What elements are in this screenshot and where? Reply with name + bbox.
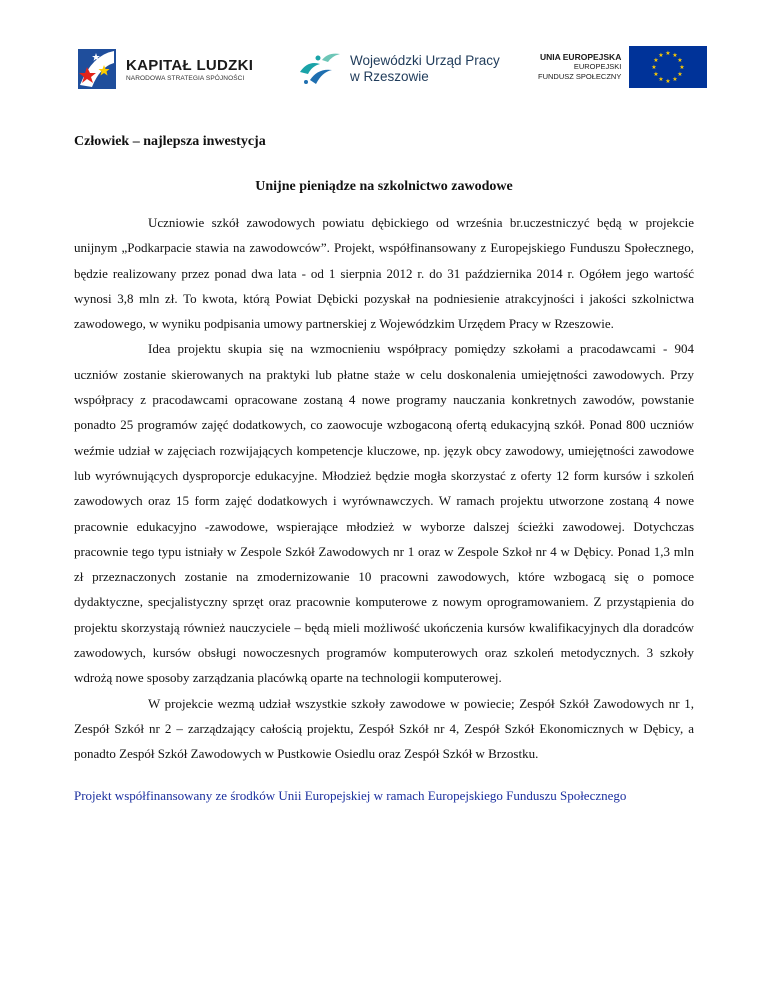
svg-text:★: ★ — [658, 76, 665, 83]
svg-text:★: ★ — [665, 78, 672, 85]
eu-logo — [538, 46, 707, 88]
svg-text:★: ★ — [679, 64, 686, 71]
article-title: Unijne pieniądze na szkolnictwo zawodowe — [255, 179, 513, 194]
eu-line-3: FUNDUSZ SPOŁECZNY — [538, 72, 622, 81]
paragraph-3: W projekcie wezmą udział wszystkie szkoły zawodowe w powiecie; Zespół Szkół Zawodowych nr 1, Zespół Szkół nr 2 – zarządzający całością projektu, Zespół Szkół nr 4, Zespół Szkół Ekonomicznych w Dębicy, a ponadto Zespół Szkół Zawodowych w Pustkowie Osiedlu oraz Zespół Szkół w Brzostku. — [74, 695, 694, 762]
article-body — [74, 210, 694, 767]
wup-line-1: Wojewódzki Urząd Pracy — [350, 53, 500, 68]
wup-line-2: w Rzeszowie — [350, 69, 429, 84]
svg-text:★: ★ — [653, 57, 660, 64]
svg-text:★: ★ — [665, 50, 672, 57]
svg-text:★: ★ — [677, 71, 684, 78]
svg-text:★: ★ — [658, 52, 665, 59]
kapital-ludzki-logo — [74, 45, 253, 93]
kapital-ludzki-star-icon — [74, 45, 120, 93]
wup-bird-icon — [298, 50, 342, 88]
eu-flag-icon — [629, 46, 707, 88]
svg-text:★: ★ — [672, 52, 679, 59]
eu-line-1: UNIA EUROPEJSKA — [539, 52, 622, 62]
kapital-ludzki-title: KAPITAŁ LUDZKI — [126, 56, 254, 74]
svg-text:★: ★ — [677, 57, 684, 64]
paragraph-1: Uczniowie szkół zawodowych powiatu dębickiego od września br.uczestniczyć będą w projekcie unijnym „Podkarpacie stawia na zawodowców”. Projekt, współfinansowany z Europejskiego Funduszu Społecznego, będzie realizowany przez ponad dwa lata - od 1 sierpnia 2012 r. do 31 października 2014 r. Ogółem jego wartość wynosi 3,8 mln zł. To kwota, którą Powiat Dębicki pozyskał na podniesienie atrakcyjności i jakości szkolnictwa zawodowego, w wyniku podpisania umowy partnerskiej z Wojewódzkim Urzędem Pracy w Rzeszowie. — [74, 215, 694, 332]
svg-text:★: ★ — [672, 76, 679, 83]
paragraph-2: Idea projektu skupia się na wzmocnieniu współpracy pomiędzy szkołami a pracodawcami - 904 uczniów zostanie skierowanych na praktyki lub płatne staże w celu doskonalenia umiejętności zawodowych. Przy współpracy z pracodawcami opracowane zostaną 4 nowe programy nauczania konkretnych zawodów, powstanie ponadto 25 programów zajęć dodatkowych, co zaowocuje wzbogaconą ofertą edukacyjną szkół. Ponad 800 uczniów weźmie udział w zajęciach rozwijających kompetencje kluczowe, np. język obcy zawodowy, umiejętności zawodowe lub wyrównujących dysproporcje edukacyjne. Młodzież będzie mogła skorzystać z oferty 12 form kursów i szkoleń zawodowych oraz 15 form zajęć dodatkowych i wyrównawczych. W ramach projektu utworzone zostaną 4 nowe pracownie edukacyjno -zawodowe, wspierające młodzież w wyborze dalszej ścieżki zawodowej. Dotychczas pracownie tego typu istniały w Zespole Szkół Zawodowych nr 1 oraz w Zespole Szkoł nr 4 w Dębicy. Ponad 1,3 mln zł przeznaczonych zostanie na zmodernizowanie 10 pracowni zawodowych, które wzbogacą się o pomoce dydaktyczne, specjalistyczny sprzęt oraz pracownie komputerowe z nowym oprogramowaniem. Z przystąpienia do projektu skorzystają również nauczyciele – będą mieli możliwość ukończenia kursów kwalifikacyjnych dla doradców zawodowych, kursów obsługi nowoczesnych programów komputerowych oraz szkoleń metodycznych. 3 szkoły wdrożą nowe sposoby zarządzania placówką oparte na technologii komputerowej. — [74, 341, 694, 686]
eu-line-2: EUROPEJSKI — [573, 62, 622, 71]
section-label: Człowiek – najlepsza inwestycja — [74, 134, 266, 149]
svg-text:★: ★ — [651, 64, 658, 71]
wup-logo — [298, 50, 500, 88]
kapital-ludzki-subtitle: NARODOWA STRATEGIA SPÓJNOŚCI — [126, 74, 245, 82]
svg-text:★: ★ — [653, 71, 660, 78]
logo-header — [0, 40, 768, 100]
footer-note: Projekt współfinansowany ze środków Unii Europejskiej w ramach Europejskiego Funduszu Społecznego — [74, 788, 627, 803]
